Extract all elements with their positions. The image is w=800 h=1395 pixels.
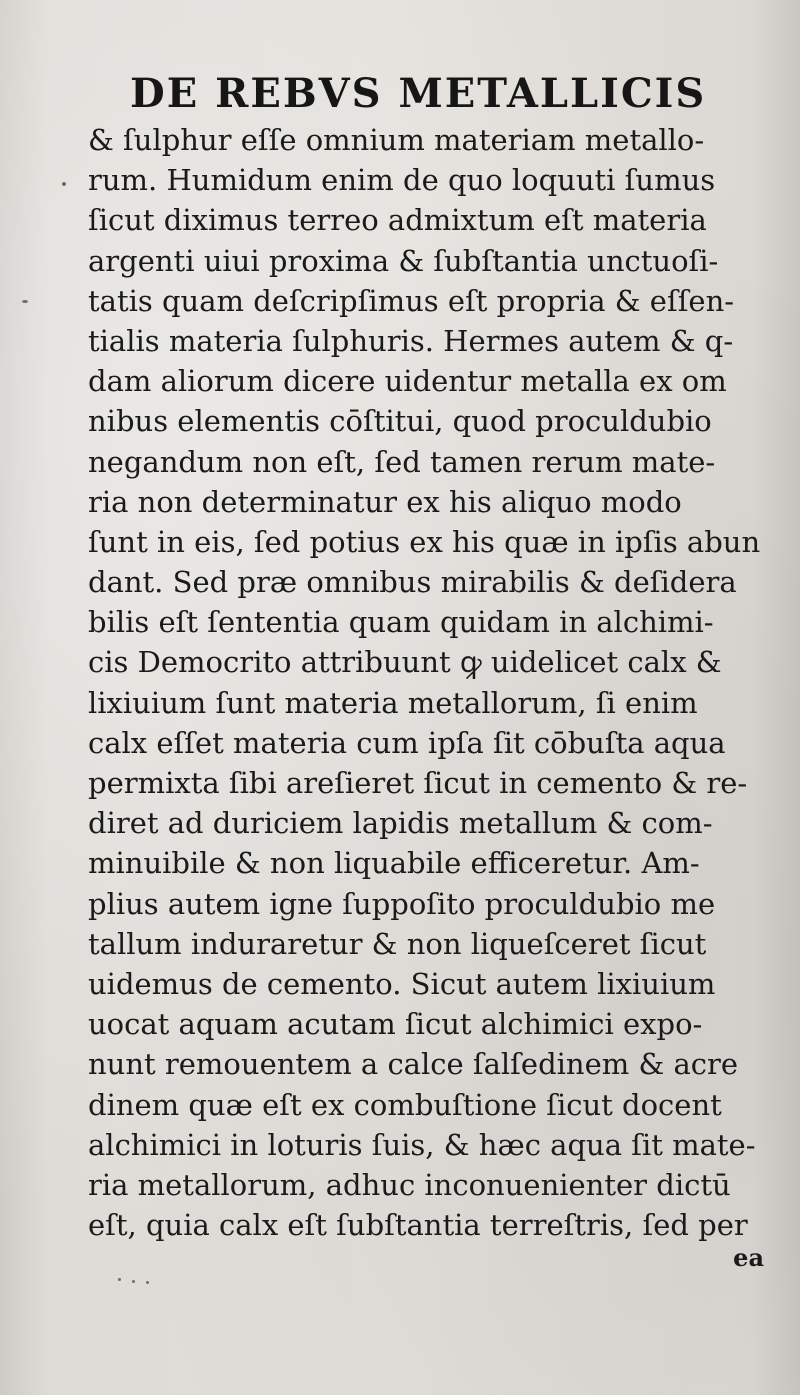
text-line: bilis eſt ſententia quam quidam in alchimi- bbox=[88, 605, 714, 640]
text-line: minuibile & non liquabile efficeretur. Am- bbox=[88, 846, 700, 881]
text-line: negandum non eſt, ſed tamen rerum mate- bbox=[88, 444, 716, 479]
text-line: permixta ſibi areſieret ſicut in cemento & re- bbox=[88, 766, 748, 800]
text-line: ſunt in eis, ſed potius ex his quæ in ipſis abun bbox=[88, 524, 761, 559]
text-line: argenti uiui proxima & ſubſtantia unctuoſi- bbox=[88, 243, 719, 278]
text-line: ria non determinatur ex his aliquo modo bbox=[88, 484, 682, 519]
text-line: diret ad duriciem lapidis metallum & com- bbox=[88, 806, 713, 841]
text-line: eſt, quia calx eſt ſubſtantia terreſtris, ſed per bbox=[88, 1208, 748, 1243]
paper-speck bbox=[22, 300, 28, 303]
text-line: uocat aquam acutam ſicut alchimici expo- bbox=[88, 1007, 703, 1042]
text-line: & ſulphur eſſe omnium materiam metallo- bbox=[88, 123, 705, 157]
text-line: dant. Sed præ omnibus mirabilis & deſidera bbox=[88, 565, 737, 600]
text-line: plius autem igne ſuppoſito proculdubio me bbox=[88, 886, 716, 921]
text-line: rum. Humidum enim de quo loquuti ſumus bbox=[88, 163, 716, 198]
catchword: ea bbox=[733, 1243, 764, 1272]
text-line: dinem quæ eſt ex combuſtione ſicut docent bbox=[88, 1087, 722, 1122]
text-line: dam aliorum dicere uidentur metalla ex om bbox=[88, 364, 727, 399]
text-line: tialis materia ſulphuris. Hermes autem & q- bbox=[88, 323, 734, 358]
paper-speck bbox=[146, 1281, 149, 1284]
paper-speck bbox=[62, 182, 66, 186]
text-line: nunt remouentem a calce ſalſedinem & acre bbox=[88, 1047, 739, 1082]
text-block bbox=[88, 120, 768, 1245]
text-line: uidemus de cemento. Sicut autem lixiuium bbox=[88, 966, 716, 1001]
text-line: nibus elementis cōſtitui, quod proculdubio bbox=[88, 404, 712, 439]
text-line: calx eſſet materia cum ipſa ſit cōbuſta aqua bbox=[88, 725, 726, 760]
text-line: cis Democrito attribuunt ꝙ uidelicet calx & bbox=[88, 645, 722, 680]
text-line: ria metallorum, adhuc inconuenienter dictū bbox=[88, 1167, 731, 1202]
text-line: alchimici in loturis ſuis, & hæc aqua ſit mate- bbox=[88, 1127, 756, 1162]
running-head: DE REBVS METALLICIS bbox=[130, 70, 707, 117]
paper-speck bbox=[132, 1280, 135, 1283]
paper-speck bbox=[118, 1278, 121, 1281]
text-line: tatis quam deſcripſimus eſt propria & eſſen- bbox=[88, 283, 735, 318]
text-line: lixiuium ſunt materia metallorum, ſi enim bbox=[88, 685, 698, 720]
text-line: ſicut diximus terreo admixtum eſt materia bbox=[88, 203, 707, 238]
text-line: tallum induraretur & non liqueſceret ſicut bbox=[88, 926, 707, 961]
